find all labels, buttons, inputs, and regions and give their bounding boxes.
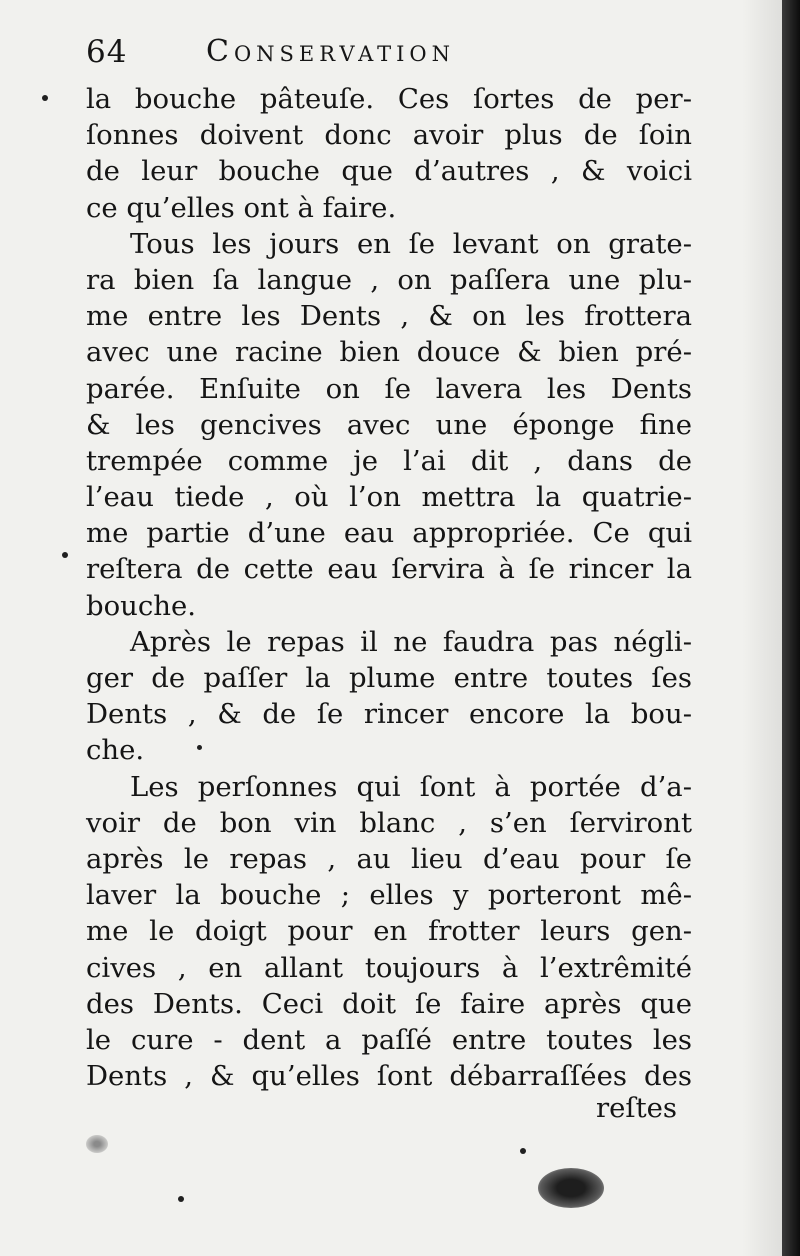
text-line: Dents , & de ſe rincer encore la bou- <box>86 698 692 731</box>
text-line: laver la bouche ; elles y porteront mê- <box>86 879 692 912</box>
text-line: ra bien ſa langue , on paſſera une plu- <box>86 263 692 296</box>
ink-speck <box>520 1148 526 1154</box>
text-line: Les perſonnes qui ſont à portée d’a- <box>130 770 692 803</box>
text-line: Après le repas il ne faudra pas négli- <box>130 625 692 658</box>
text-line: avec une racine bien douce & bien pré- <box>86 336 692 369</box>
page-number: 64 <box>86 34 128 70</box>
text-line: Tous les jours en ſe levant on grate- <box>130 227 692 260</box>
running-head: Conservation <box>206 34 455 69</box>
text-line: voir de bon vin blanc , s’en ſerviront <box>86 806 692 839</box>
text-line: la bouche pâteuſe. Ces ſortes de per- <box>86 83 692 115</box>
text-line: de leur bouche que d’autres , & voici <box>86 155 692 188</box>
text-line: ce qu’elles ont à faire. <box>86 191 397 224</box>
ink-speck <box>197 745 202 750</box>
text-line: che. <box>86 734 145 767</box>
ink-speck <box>178 1196 184 1202</box>
foxing-spot <box>86 1135 108 1153</box>
text-line: trempée comme je l’ai dit , dans de <box>86 444 692 477</box>
text-line: ſonnes doivent donc avoir plus de ſoin <box>86 119 692 152</box>
ink-speck <box>42 95 48 101</box>
text-line: bouche. <box>86 589 196 622</box>
text-line: parée. Enſuite on ſe lavera les Dents <box>86 372 692 405</box>
page-edge-shadow <box>782 0 800 1256</box>
text-line: me entre les Dents , & on les frottera <box>86 300 692 333</box>
text-line: me le doigt pour en frotter leurs gen- <box>86 915 692 948</box>
text-line: après le repas , au lieu d’eau pour ſe <box>86 842 692 875</box>
body-text <box>86 81 692 1094</box>
page-header <box>86 30 686 74</box>
text-line: reſtera de cette eau ſervira à ſe rincer la <box>86 553 692 586</box>
text-line: ger de paſſer la plume entre toutes ſes <box>86 662 692 694</box>
text-line: Dents , & qu’elles ſont débarraſſées des <box>86 1060 692 1093</box>
catchword: reſtes <box>596 1092 678 1124</box>
text-line: le cure - dent a paſſé entre toutes les <box>86 1023 692 1056</box>
ink-speck <box>62 552 68 558</box>
text-line: cives , en allant toujours à l’extrêmité <box>86 951 692 984</box>
ink-stain <box>538 1168 604 1208</box>
text-line: l’eau tiede , où l’on mettra la quatrie- <box>86 481 692 514</box>
text-line: & les gencives avec une éponge fine <box>86 408 692 441</box>
text-line: me partie d’une eau appropriée. Ce qui <box>86 517 692 550</box>
text-line: des Dents. Ceci doit ſe faire après que <box>86 987 692 1020</box>
